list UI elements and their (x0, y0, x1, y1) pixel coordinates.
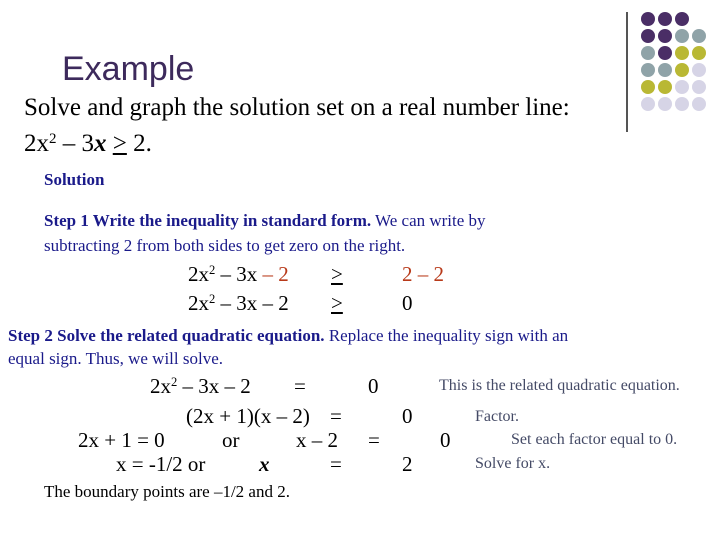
conclusion-text: The boundary points are –1/2 and 2. (44, 482, 290, 501)
step2-row4-equals: = (330, 452, 342, 476)
decorative-dot (692, 63, 706, 77)
decorative-dot (675, 29, 689, 43)
decorative-dot (675, 97, 689, 111)
step2-row3-or: or (222, 428, 240, 452)
step1-row2-rhs: 0 (402, 291, 413, 315)
step2-row1-equals: = (294, 374, 306, 398)
decorative-dot (675, 12, 689, 26)
step1-line2: subtracting 2 from both sides to get zero on the right. (44, 236, 406, 255)
step1-heading: Step 1 Write the inequality in standard form. We can write by (44, 211, 486, 230)
step1-row1-rhs: 2 – 2 (402, 262, 444, 286)
decorative-dot (675, 63, 689, 77)
decorative-dot (641, 29, 655, 43)
step2-heading: Step 2 Solve the related quadratic equation. Replace the inequality sign with an (8, 326, 569, 345)
step1-row1-relation: > (331, 262, 343, 286)
problem-inequality: $2x^2 - 3x > 2$. (24, 130, 152, 157)
decorative-dot (692, 97, 706, 111)
step2-row1-note: This is the related quadratic equation. (439, 377, 680, 394)
step2-row3-left: 2x + 1 = 0 (78, 428, 165, 452)
step2-row4-mid: x (259, 452, 270, 476)
step2-row3-mid: x – 2 (296, 428, 338, 452)
decorative-dot (641, 97, 655, 111)
decorative-dot (675, 46, 689, 60)
step2-row2-rhs: 0 (402, 404, 413, 428)
decorative-dot (692, 29, 706, 43)
step2-row4-note: Solve for x. (475, 455, 551, 472)
step2-row4-rhs: 2 (402, 452, 413, 476)
step2-row4-left: x = -1/2 or (116, 452, 206, 476)
step2-row3-equals: = (368, 428, 380, 452)
step2-row2-equals: = (330, 404, 342, 428)
problem-statement: Solve and graph the solution set on a real number line: (24, 94, 570, 121)
step2-row2-lhs: (2x + 1)(x – 2) (186, 404, 310, 428)
decorative-dot (641, 12, 655, 26)
solution-label: Solution (44, 170, 105, 189)
decorative-dot (641, 46, 655, 60)
decorative-dot (692, 80, 706, 94)
decorative-dot (641, 80, 655, 94)
step2-row1-rhs: 0 (368, 374, 379, 398)
slide-title: Example (62, 50, 195, 88)
decorative-dot (658, 63, 672, 77)
step1-row2-relation: > (331, 291, 343, 315)
step2-row2-note: Factor. (475, 408, 519, 425)
decorative-dot (692, 46, 706, 60)
step2-line2: equal sign. Thus, we will solve. (8, 349, 223, 368)
decorative-dot (658, 46, 672, 60)
decorative-dot (658, 29, 672, 43)
step2-row1-lhs: $2x^2 - 3x - 2$ (150, 374, 251, 398)
decorative-dot (658, 12, 672, 26)
decorative-dot (675, 80, 689, 94)
decorative-dot (658, 97, 672, 111)
step2-row3-note: Set each factor equal to 0. (511, 431, 678, 448)
divider-line (626, 12, 628, 132)
decorative-dot (641, 63, 655, 77)
step1-row2-lhs: $2x^2 - 3x - 2$ (188, 291, 289, 315)
step2-row3-rhs: 0 (440, 428, 451, 452)
step1-row1-lhs: $2x^2 - 3x - 2$ (188, 262, 289, 286)
decorative-dot (658, 80, 672, 94)
